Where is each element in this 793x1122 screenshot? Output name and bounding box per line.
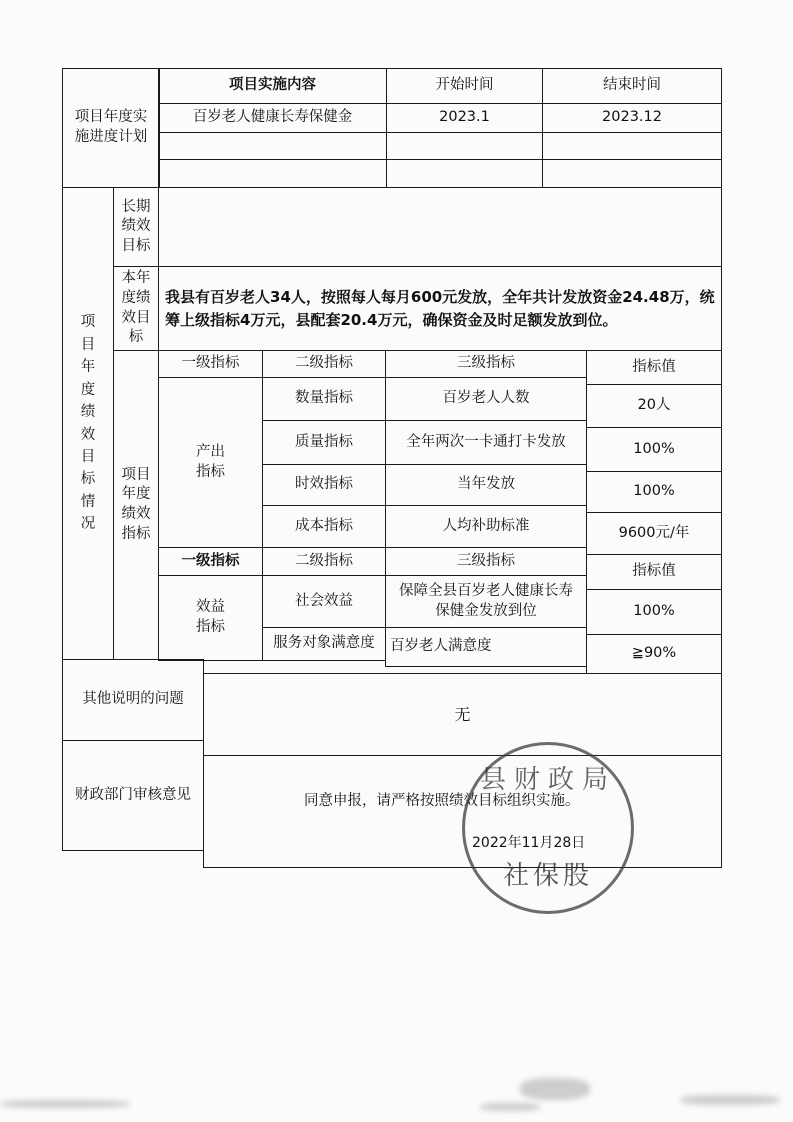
output-row-level2: 时效指标 — [262, 464, 386, 506]
output-row-value: 20人 — [586, 384, 722, 428]
plan-header-content: 项目实施内容 — [158, 68, 387, 104]
output-row-value: 100% — [586, 471, 722, 513]
header2-level1: 一级指标 — [158, 547, 263, 576]
finance-opinion: 同意申报，请严格按照绩效目标组织实施。 — [304, 793, 580, 809]
plan-empty-row — [386, 132, 543, 160]
annual-target-value: 我县有百岁老人34人，按照每人每月600元发放，全年共计发放资金24.48万，统筹上级指标4万元，县配套20.4万元，确保资金及时足额发放到位。 — [158, 266, 722, 351]
seal-bottom-text: 社保股 — [502, 861, 593, 891]
plan-header-end: 结束时间 — [542, 68, 722, 104]
header2-level2: 二级指标 — [262, 547, 386, 576]
scan-smudge — [0, 1100, 130, 1108]
benefit-row-value: ≧90% — [586, 634, 722, 674]
benefit-row-level3: 保障全县百岁老人健康长寿保健金发放到位 — [385, 575, 587, 628]
indicators-label: 项目年度绩效指标 — [113, 350, 159, 660]
benefit-row-level2: 社会效益 — [262, 575, 386, 628]
header-level2: 二级指标 — [262, 350, 386, 378]
plan-row-content: 百岁老人健康长寿保健金 — [158, 103, 387, 133]
output-row-value: 9600元/年 — [586, 512, 722, 555]
output-row-level3: 人均补助标准 — [385, 505, 587, 548]
plan-empty-row — [542, 132, 722, 160]
performance-label: 项目年度绩效目标情况 — [62, 187, 114, 660]
plan-empty-row — [158, 132, 387, 160]
plan-row-end: 2023.12 — [542, 103, 722, 133]
output-row-level3: 百岁老人人数 — [385, 377, 587, 421]
header-level3: 三级指标 — [385, 350, 587, 378]
scan-smudge — [680, 1095, 780, 1105]
output-row-level3: 全年两次一卡通打卡发放 — [385, 420, 587, 465]
plan-row-start: 2023.1 — [386, 103, 543, 133]
benefit-row-level2: 服务对象满意度 — [262, 627, 386, 661]
header2-value: 指标值 — [586, 554, 722, 590]
official-seal — [462, 742, 634, 914]
output-row-value: 100% — [586, 427, 722, 472]
output-row-level2: 数量指标 — [262, 377, 386, 421]
output-row-level2: 质量指标 — [262, 420, 386, 465]
long-term-value — [158, 187, 722, 267]
output-row-level2: 成本指标 — [262, 505, 386, 548]
output-level1: 产出指标 — [158, 377, 263, 548]
scan-smudge — [520, 1078, 590, 1100]
seal-top-text: 县财政局 — [479, 765, 616, 795]
header-level1: 一级指标 — [158, 350, 263, 378]
benefit-row-value: 100% — [586, 589, 722, 635]
plan-label: 项目年度实施进度计划 — [62, 68, 160, 188]
other-value: 无 — [203, 673, 722, 756]
header-value: 指标值 — [586, 350, 722, 385]
plan-empty-row — [158, 159, 387, 188]
finance-date: 2022年11月28日 — [472, 835, 586, 851]
plan-empty-row — [386, 159, 543, 188]
finance-label: 财政部门审核意见 — [62, 740, 204, 851]
output-row-level3: 当年发放 — [385, 464, 587, 506]
scan-smudge — [480, 1103, 540, 1111]
plan-header-start: 开始时间 — [386, 68, 543, 104]
header2-level3: 三级指标 — [385, 547, 587, 576]
benefit-row-level3: 百岁老人满意度 — [385, 627, 587, 667]
long-term-label: 长期绩效目标 — [113, 187, 159, 267]
annual-target-label: 本年度绩效目标 — [113, 266, 159, 351]
benefit-level1: 效益指标 — [158, 575, 263, 661]
other-label: 其他说明的问题 — [62, 659, 204, 741]
plan-empty-row — [542, 159, 722, 188]
